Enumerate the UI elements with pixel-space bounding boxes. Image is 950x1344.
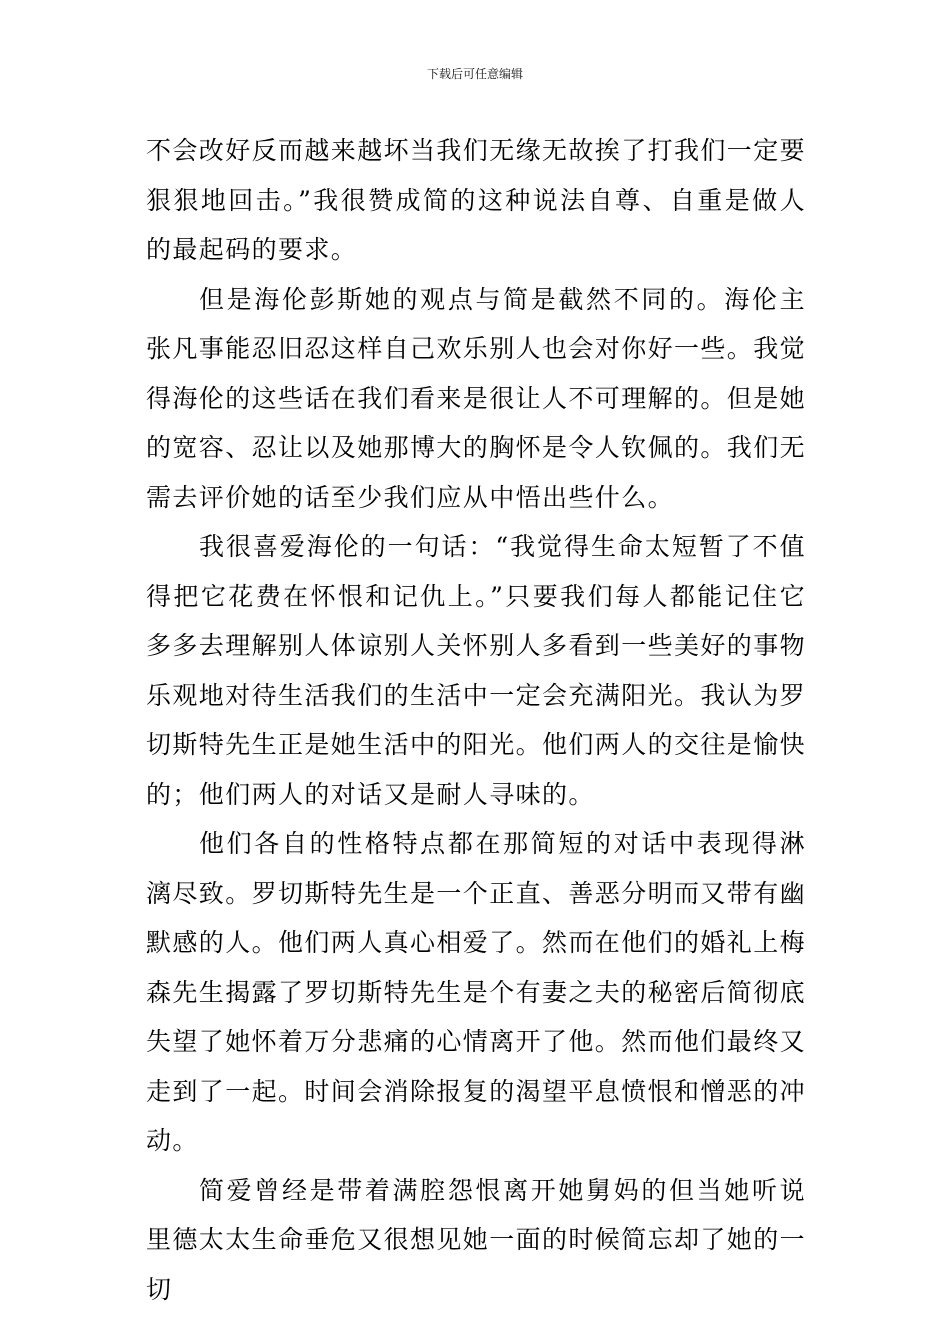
paragraph-3: 我很喜爱海伦的一句话：“我觉得生命太短暂了不值得把它花费在怀恨和记仇上。”只要我们每人都能记住它多多去理解别人体谅别人关怀别人多看到一些美好的事物乐观地对待生活我们的生活中一定会充满阳光。我认为罗切斯特先生正是她生活中的阳光。他们两人的交往是愉快的；他们两人的对话又是耐人寻味的。 bbox=[146, 532, 807, 809]
document-body bbox=[146, 126, 806, 1314]
paragraph-4: 他们各自的性格特点都在那简短的对话中表现得淋漓尽致。罗切斯特先生是一个正直、善恶分明而又带有幽默感的人。他们两人真心相爱了。然而在他们的婚礼上梅森先生揭露了罗切斯特先生是个有妻之夫的秘密后简彻底失望了她怀着万分悲痛的心情离开了他。然而他们最终又走到了一起。时间会消除报复的渴望平息愤恨和憎恶的冲动。 bbox=[146, 829, 807, 1155]
paragraph-5: 简爱曾经是带着满腔怨恨离开她舅妈的但当她听说里德太太生命垂危又很想见她一面的时候简忘却了她的一切 bbox=[146, 1175, 807, 1304]
paragraph-1: 不会改好反而越来越坏当我们无缘无故挨了打我们一定要狠狠地回击。”我很赞成简的这种说法自尊、自重是做人的最起码的要求。 bbox=[146, 136, 807, 264]
paragraph-2: 但是海伦彭斯她的观点与简是截然不同的。海伦主张凡事能忍旧忍这样自己欢乐别人也会对你好一些。我觉得海伦的这些话在我们看来是很让人不可理解的。但是她的宽容、忍让以及她那博大的胸怀是令人钦佩的。我们无需去评价她的话至少我们应从中悟出些什么。 bbox=[146, 284, 807, 512]
page-header: 下载后可任意编辑 bbox=[426, 67, 523, 81]
